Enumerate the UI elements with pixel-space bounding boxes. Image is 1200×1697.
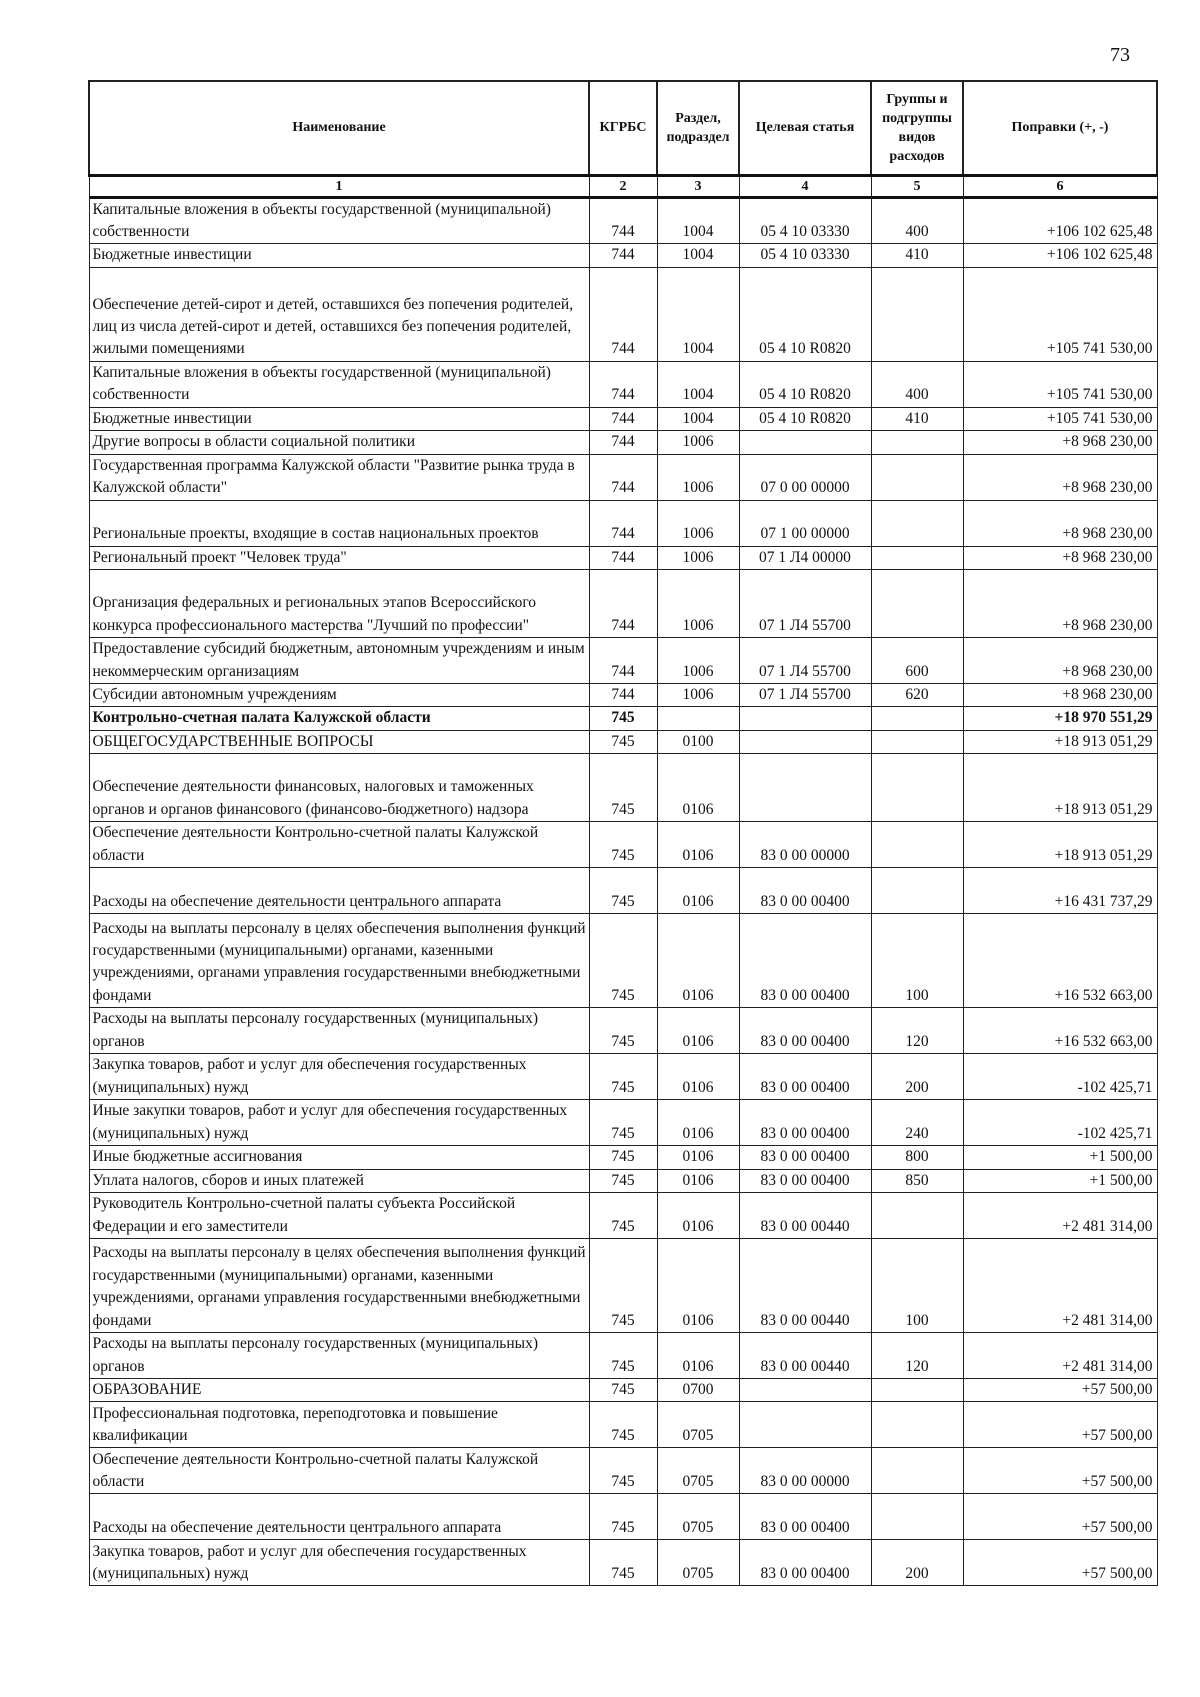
cell-kgrbs: 745 — [589, 1169, 657, 1192]
cell-razdel: 0106 — [657, 914, 739, 1008]
cell-popravki: +2 481 314,00 — [963, 1192, 1157, 1238]
cell-name: Расходы на выплаты персоналу в целях обеспечения выполнения функций государственными (муниципальными) органами, казенными учреждениями, органами управления государственными внебюджетными фондами — [89, 1238, 589, 1332]
cell-tselevaya: 07 1 Л4 00000 — [739, 546, 871, 569]
cell-name: Уплата налогов, сборов и иных платежей — [89, 1169, 589, 1192]
cell-razdel: 0106 — [657, 1146, 739, 1169]
cell-tselevaya — [739, 707, 871, 730]
cell-name: Профессиональная подготовка, переподготовка и повышение квалификации — [89, 1402, 589, 1448]
cell-name: ОБЩЕГОСУДАРСТВЕННЫЕ ВОПРОСЫ — [89, 730, 589, 753]
cell-kgrbs: 745 — [589, 1146, 657, 1169]
table-row — [89, 683, 1157, 706]
cell-tselevaya: 83 0 00 00000 — [739, 1448, 871, 1494]
table-row — [89, 914, 1157, 1008]
cell-popravki: +16 532 663,00 — [963, 914, 1157, 1008]
cell-name: Бюджетные инвестиции — [89, 244, 589, 267]
cell-razdel: 1004 — [657, 361, 739, 407]
cell-vid: 120 — [871, 1332, 963, 1378]
header-kgrbs: КГРБС — [589, 81, 657, 175]
table-row — [89, 407, 1157, 430]
cell-vid — [871, 1378, 963, 1401]
table-row — [89, 754, 1157, 822]
cell-razdel: 0106 — [657, 868, 739, 914]
cell-vid — [871, 546, 963, 569]
cell-tselevaya: 07 1 00 00000 — [739, 500, 871, 546]
cell-razdel: 1006 — [657, 683, 739, 706]
cell-tselevaya: 83 0 00 00400 — [739, 1540, 871, 1586]
cell-vid — [871, 754, 963, 822]
cell-name: Расходы на выплаты персоналу в целях обеспечения выполнения функций государственными (муниципальными) органами, казенными учреждениями, органами управления государственными внебюджетными фондами — [89, 914, 589, 1008]
cell-popravki: +1 500,00 — [963, 1169, 1157, 1192]
cell-name: Контрольно-счетная палата Калужской области — [89, 707, 589, 730]
cell-vid — [871, 500, 963, 546]
cell-tselevaya: 83 0 00 00400 — [739, 1494, 871, 1540]
cell-razdel: 0705 — [657, 1494, 739, 1540]
table-row — [89, 454, 1157, 500]
cell-kgrbs: 744 — [589, 683, 657, 706]
cell-vid: 850 — [871, 1169, 963, 1192]
cell-kgrbs: 745 — [589, 1402, 657, 1448]
page-number: 73 — [1110, 44, 1130, 66]
cell-name: Иные бюджетные ассигнования — [89, 1146, 589, 1169]
cell-razdel: 1006 — [657, 569, 739, 637]
cell-tselevaya: 05 4 10 R0820 — [739, 361, 871, 407]
cell-popravki: +8 968 230,00 — [963, 546, 1157, 569]
cell-name: Закупка товаров, работ и услуг для обеспечения государственных (муниципальных) нужд — [89, 1540, 589, 1586]
cell-tselevaya — [739, 1402, 871, 1448]
cell-popravki: +105 741 530,00 — [963, 361, 1157, 407]
cell-kgrbs: 745 — [589, 1054, 657, 1100]
cell-vid: 600 — [871, 637, 963, 683]
cell-vid — [871, 868, 963, 914]
cell-vid — [871, 1448, 963, 1494]
table-row — [89, 267, 1157, 361]
cell-popravki: +105 741 530,00 — [963, 407, 1157, 430]
cell-tselevaya: 05 4 10 03330 — [739, 244, 871, 267]
cell-razdel: 0700 — [657, 1378, 739, 1401]
cell-vid: 400 — [871, 361, 963, 407]
table-row — [89, 637, 1157, 683]
cell-vid: 620 — [871, 683, 963, 706]
cell-kgrbs: 745 — [589, 1192, 657, 1238]
cell-kgrbs: 745 — [589, 1378, 657, 1401]
cell-kgrbs: 744 — [589, 569, 657, 637]
table-row — [89, 1402, 1157, 1448]
cell-kgrbs: 744 — [589, 454, 657, 500]
cell-razdel: 1006 — [657, 454, 739, 500]
cell-vid — [871, 267, 963, 361]
table-row — [89, 1169, 1157, 1192]
cell-razdel: 1004 — [657, 407, 739, 430]
cell-name: Субсидии автономным учреждениям — [89, 683, 589, 706]
table-row — [89, 1378, 1157, 1401]
cell-popravki: +16 532 663,00 — [963, 1008, 1157, 1054]
cell-popravki: +18 913 051,29 — [963, 822, 1157, 868]
cell-popravki: +57 500,00 — [963, 1402, 1157, 1448]
cell-popravki: +8 968 230,00 — [963, 683, 1157, 706]
cell-name: Региональный проект "Человек труда" — [89, 546, 589, 569]
cell-vid: 400 — [871, 197, 963, 244]
cell-popravki: +16 431 737,29 — [963, 868, 1157, 914]
cell-razdel: 1006 — [657, 500, 739, 546]
cell-name: Региональные проекты, входящие в состав национальных проектов — [89, 500, 589, 546]
cell-vid — [871, 730, 963, 753]
cell-name: Организация федеральных и региональных этапов Всероссийского конкурса профессионального мастерства "Лучший по профессии" — [89, 569, 589, 637]
cell-vid — [871, 707, 963, 730]
cell-name: Расходы на обеспечение деятельности центрального аппарата — [89, 1494, 589, 1540]
cell-vid — [871, 822, 963, 868]
cell-razdel: 0106 — [657, 754, 739, 822]
cell-razdel: 0106 — [657, 1332, 739, 1378]
table-row — [89, 1540, 1157, 1586]
column-number: 1 — [89, 175, 589, 197]
cell-name: Обеспечение деятельности финансовых, налоговых и таможенных органов и органов финансового (финансово-бюджетного) надзора — [89, 754, 589, 822]
cell-tselevaya: 05 4 10 R0820 — [739, 407, 871, 430]
table-row — [89, 431, 1157, 454]
cell-popravki: +18 913 051,29 — [963, 730, 1157, 753]
cell-tselevaya: 83 0 00 00400 — [739, 914, 871, 1008]
cell-kgrbs: 744 — [589, 500, 657, 546]
cell-razdel: 0106 — [657, 1054, 739, 1100]
table-row — [89, 361, 1157, 407]
cell-tselevaya: 07 1 Л4 55700 — [739, 637, 871, 683]
column-number: 3 — [657, 175, 739, 197]
cell-name: Другие вопросы в области социальной политики — [89, 431, 589, 454]
cell-vid: 200 — [871, 1054, 963, 1100]
cell-razdel: 0705 — [657, 1402, 739, 1448]
cell-vid — [871, 1192, 963, 1238]
table-row — [89, 244, 1157, 267]
cell-vid — [871, 1402, 963, 1448]
cell-vid: 120 — [871, 1008, 963, 1054]
cell-popravki: +8 968 230,00 — [963, 500, 1157, 546]
cell-tselevaya: 83 0 00 00400 — [739, 1008, 871, 1054]
cell-name: Иные закупки товаров, работ и услуг для обеспечения государственных (муниципальных) нужд — [89, 1100, 589, 1146]
table-row — [89, 1332, 1157, 1378]
cell-popravki: +8 968 230,00 — [963, 431, 1157, 454]
table-row — [89, 1448, 1157, 1494]
table-row — [89, 730, 1157, 753]
header-name: Наименование — [89, 81, 589, 175]
cell-popravki: -102 425,71 — [963, 1054, 1157, 1100]
cell-tselevaya: 83 0 00 00440 — [739, 1238, 871, 1332]
cell-tselevaya: 83 0 00 00440 — [739, 1192, 871, 1238]
table-row — [89, 1146, 1157, 1169]
cell-kgrbs: 745 — [589, 1008, 657, 1054]
table-body — [89, 197, 1157, 1586]
cell-name: Капитальные вложения в объекты государственной (муниципальной) собственности — [89, 361, 589, 407]
cell-kgrbs: 745 — [589, 1332, 657, 1378]
cell-vid: 240 — [871, 1100, 963, 1146]
table-row — [89, 569, 1157, 637]
cell-popravki: +57 500,00 — [963, 1448, 1157, 1494]
cell-vid — [871, 454, 963, 500]
table-row — [89, 707, 1157, 730]
cell-kgrbs: 744 — [589, 197, 657, 244]
cell-tselevaya — [739, 730, 871, 753]
cell-tselevaya: 07 0 00 00000 — [739, 454, 871, 500]
cell-name: Обеспечение деятельности Контрольно-счетной палаты Калужской области — [89, 1448, 589, 1494]
cell-kgrbs: 745 — [589, 1494, 657, 1540]
column-number: 4 — [739, 175, 871, 197]
cell-popravki: +2 481 314,00 — [963, 1332, 1157, 1378]
cell-popravki: +57 500,00 — [963, 1378, 1157, 1401]
table-row — [89, 1054, 1157, 1100]
cell-name: Предоставление субсидий бюджетным, автономным учреждениям и иным некоммерческим организациям — [89, 637, 589, 683]
cell-name: Государственная программа Калужской области "Развитие рынка труда в Калужской области" — [89, 454, 589, 500]
cell-name: Закупка товаров, работ и услуг для обеспечения государственных (муниципальных) нужд — [89, 1054, 589, 1100]
cell-tselevaya: 07 1 Л4 55700 — [739, 683, 871, 706]
cell-tselevaya: 83 0 00 00400 — [739, 1169, 871, 1192]
cell-tselevaya — [739, 431, 871, 454]
column-number: 2 — [589, 175, 657, 197]
table-row — [89, 1008, 1157, 1054]
cell-vid: 100 — [871, 1238, 963, 1332]
cell-razdel: 1004 — [657, 267, 739, 361]
cell-razdel: 0106 — [657, 1100, 739, 1146]
header-tselevaya: Целевая статья — [739, 81, 871, 175]
cell-popravki: +105 741 530,00 — [963, 267, 1157, 361]
table-row — [89, 1238, 1157, 1332]
cell-tselevaya: 83 0 00 00440 — [739, 1332, 871, 1378]
cell-razdel: 0106 — [657, 1192, 739, 1238]
cell-popravki: +8 968 230,00 — [963, 569, 1157, 637]
cell-tselevaya: 83 0 00 00400 — [739, 1100, 871, 1146]
cell-razdel: 0106 — [657, 1169, 739, 1192]
cell-kgrbs: 744 — [589, 431, 657, 454]
cell-kgrbs: 745 — [589, 822, 657, 868]
cell-kgrbs: 745 — [589, 707, 657, 730]
cell-popravki: +8 968 230,00 — [963, 454, 1157, 500]
table-row — [89, 500, 1157, 546]
cell-name: Капитальные вложения в объекты государственной (муниципальной) собственности — [89, 197, 589, 244]
cell-name: Расходы на выплаты персоналу государственных (муниципальных) органов — [89, 1008, 589, 1054]
cell-tselevaya: 83 0 00 00400 — [739, 1146, 871, 1169]
cell-kgrbs: 745 — [589, 1100, 657, 1146]
cell-kgrbs: 744 — [589, 361, 657, 407]
cell-razdel: 0100 — [657, 730, 739, 753]
cell-razdel: 0106 — [657, 822, 739, 868]
budget-amendments-table — [88, 80, 1158, 1586]
cell-kgrbs: 745 — [589, 730, 657, 753]
cell-popravki: +1 500,00 — [963, 1146, 1157, 1169]
cell-name: Обеспечение детей-сирот и детей, оставшихся без попечения родителей, лиц из числа детей-сирот и детей, оставшихся без попечения родителей, жилыми помещениями — [89, 267, 589, 361]
cell-kgrbs: 744 — [589, 244, 657, 267]
header-popravki: Поправки (+, -) — [963, 81, 1157, 175]
cell-name: Расходы на выплаты персоналу государственных (муниципальных) органов — [89, 1332, 589, 1378]
cell-name: ОБРАЗОВАНИЕ — [89, 1378, 589, 1401]
cell-tselevaya: 83 0 00 00400 — [739, 868, 871, 914]
cell-kgrbs: 745 — [589, 1238, 657, 1332]
table-row — [89, 868, 1157, 914]
column-number-row — [89, 175, 1157, 197]
cell-popravki: +106 102 625,48 — [963, 197, 1157, 244]
cell-tselevaya — [739, 754, 871, 822]
cell-razdel: 0106 — [657, 1238, 739, 1332]
cell-razdel: 1006 — [657, 431, 739, 454]
cell-vid: 410 — [871, 244, 963, 267]
cell-popravki: +8 968 230,00 — [963, 637, 1157, 683]
cell-razdel: 1006 — [657, 546, 739, 569]
cell-razdel: 0705 — [657, 1540, 739, 1586]
cell-popravki: +2 481 314,00 — [963, 1238, 1157, 1332]
cell-kgrbs: 744 — [589, 267, 657, 361]
cell-tselevaya: 83 0 00 00400 — [739, 1054, 871, 1100]
cell-kgrbs: 745 — [589, 754, 657, 822]
cell-vid — [871, 569, 963, 637]
cell-vid: 800 — [871, 1146, 963, 1169]
cell-vid: 410 — [871, 407, 963, 430]
table-row — [89, 1192, 1157, 1238]
header-vid: Группы и подгруппы видов расходов — [871, 81, 963, 175]
cell-kgrbs: 745 — [589, 868, 657, 914]
cell-kgrbs: 744 — [589, 546, 657, 569]
cell-name: Руководитель Контрольно-счетной палаты субъекта Российской Федерации и его заместители — [89, 1192, 589, 1238]
table-row — [89, 1494, 1157, 1540]
cell-popravki: +18 913 051,29 — [963, 754, 1157, 822]
column-number: 6 — [963, 175, 1157, 197]
cell-name: Обеспечение деятельности Контрольно-счетной палаты Калужской области — [89, 822, 589, 868]
cell-tselevaya: 05 4 10 03330 — [739, 197, 871, 244]
cell-razdel: 0106 — [657, 1008, 739, 1054]
header-row — [89, 81, 1157, 175]
cell-vid — [871, 1494, 963, 1540]
cell-kgrbs: 744 — [589, 407, 657, 430]
cell-razdel: 1004 — [657, 197, 739, 244]
table-row — [89, 1100, 1157, 1146]
cell-popravki: -102 425,71 — [963, 1100, 1157, 1146]
cell-razdel — [657, 707, 739, 730]
cell-razdel: 0705 — [657, 1448, 739, 1494]
cell-kgrbs: 744 — [589, 637, 657, 683]
cell-tselevaya — [739, 1378, 871, 1401]
cell-kgrbs: 745 — [589, 1448, 657, 1494]
table-row — [89, 197, 1157, 244]
cell-popravki: +57 500,00 — [963, 1540, 1157, 1586]
cell-kgrbs: 745 — [589, 914, 657, 1008]
cell-name: Расходы на обеспечение деятельности центрального аппарата — [89, 868, 589, 914]
cell-tselevaya: 05 4 10 R0820 — [739, 267, 871, 361]
cell-kgrbs: 745 — [589, 1540, 657, 1586]
cell-razdel: 1004 — [657, 244, 739, 267]
column-number: 5 — [871, 175, 963, 197]
cell-razdel: 1006 — [657, 637, 739, 683]
cell-tselevaya: 07 1 Л4 55700 — [739, 569, 871, 637]
cell-vid: 200 — [871, 1540, 963, 1586]
table-row — [89, 822, 1157, 868]
cell-popravki: +106 102 625,48 — [963, 244, 1157, 267]
table-row — [89, 546, 1157, 569]
cell-name: Бюджетные инвестиции — [89, 407, 589, 430]
cell-vid — [871, 431, 963, 454]
header-razdel: Раздел, подраздел — [657, 81, 739, 175]
cell-popravki: +18 970 551,29 — [963, 707, 1157, 730]
cell-popravki: +57 500,00 — [963, 1494, 1157, 1540]
cell-vid: 100 — [871, 914, 963, 1008]
cell-tselevaya: 83 0 00 00000 — [739, 822, 871, 868]
